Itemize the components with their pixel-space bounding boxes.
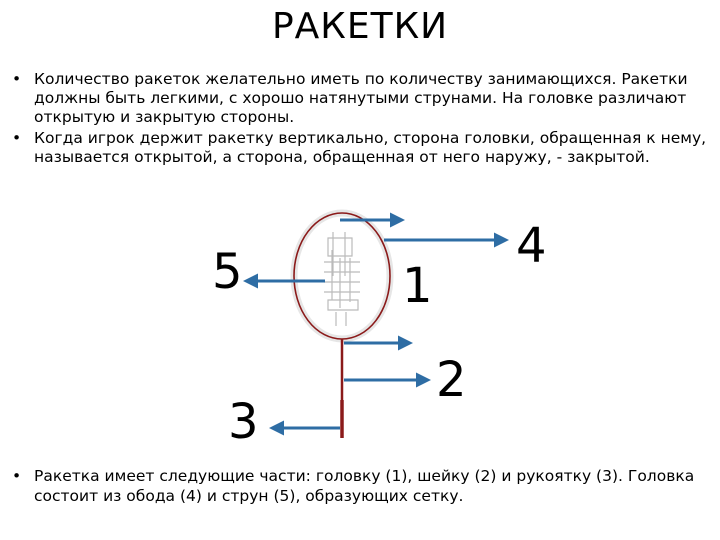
racket-frame-rim <box>294 213 390 339</box>
label-3: 3 <box>228 394 259 450</box>
racket-strings <box>324 232 360 326</box>
bullet-text: Когда игрок держит ракетку вертикально, сторона головки, обращенная к нему, называется открытой, а сторона, обращенная от него наружу, - закрытой. <box>34 129 707 166</box>
label-5: 5 <box>212 244 243 300</box>
bullet-text: Количество ракеток желательно иметь по количеству занимающихся. Ракетки должны быть легкими, с хорошо натянутыми струнами. На головке различают открытую и закрытую стороны. <box>34 70 688 126</box>
bottom-bullet-text: Ракетка имеет следующие части: головку (1), шейку (2) и рукоятку (3). Головка состоит из обода (4) и струн (5), образующих сетку. <box>34 467 695 505</box>
label-4: 4 <box>516 218 547 274</box>
label-2: 2 <box>436 352 467 408</box>
bullet-dot: • <box>12 70 22 88</box>
bullet-dot: • <box>12 467 22 485</box>
bottom-bullet <box>8 466 720 506</box>
bullet-dot: • <box>12 129 22 147</box>
slide-title: РАКЕТКИ <box>271 6 449 47</box>
label-1: 1 <box>402 258 433 314</box>
